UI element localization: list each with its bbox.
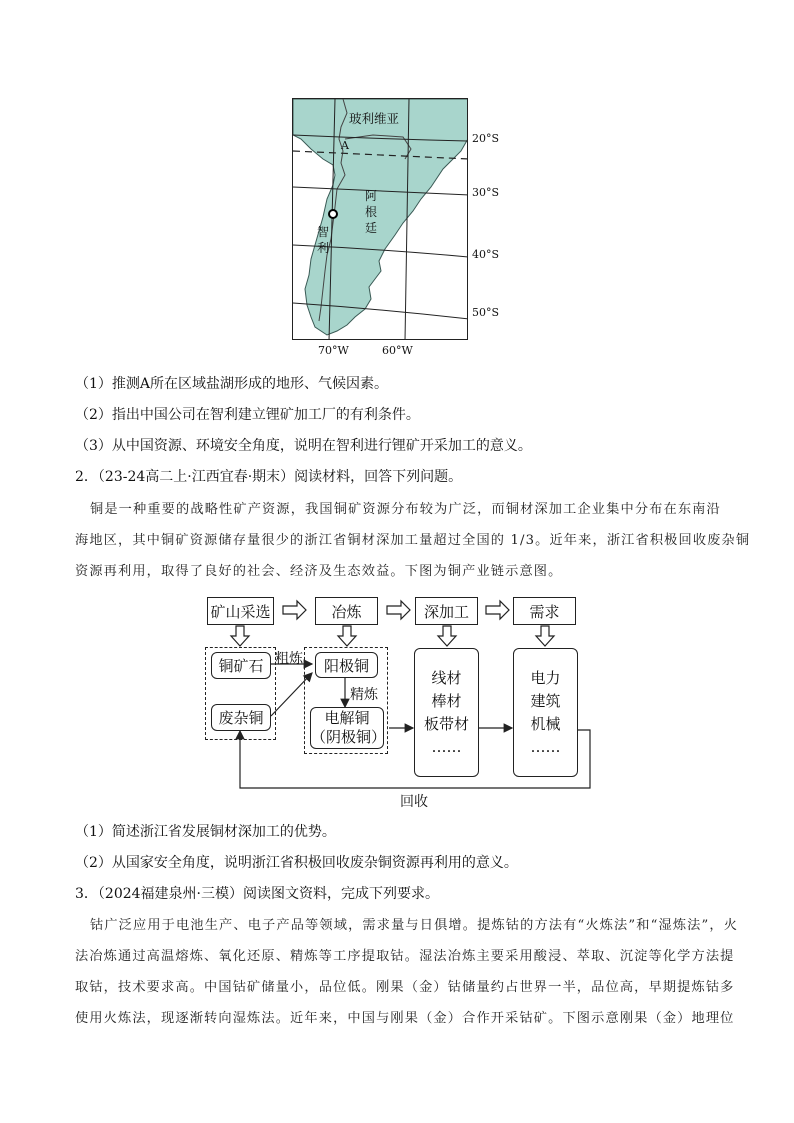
lon-label-60w: 60°W (382, 344, 413, 357)
cathode-sub-label: （阴极铜） (311, 728, 387, 746)
product-wire: 线材 (431, 668, 462, 687)
smelting-group (304, 647, 388, 754)
q2-heading: 2．（23-24高二上·江西宜春·期末）阅读材料，回答下列问题。 (75, 469, 463, 485)
demand-power: 电力 (530, 668, 561, 687)
q2-item-1: （1）简述浙江省发展铜材深加工的优势。 (75, 824, 336, 840)
stage-demand: 需求 (513, 597, 576, 625)
hollow-arrow-2 (387, 601, 410, 619)
stage-mining: 矿山采选 (207, 597, 274, 625)
label-bolivia: 玻利维亚 (349, 111, 400, 126)
label-argentina-3: 廷 (365, 221, 378, 235)
q2-paragraph-line-1: 铜是一种重要的战略性矿产资源，我国铜矿资源分布较为广泛，而铜材深加工企业集中分布在东南沿 (90, 502, 721, 517)
demand-construction: 建筑 (530, 691, 561, 710)
q2-paragraph-line-2: 海地区，其中铜矿资源储存量很少的浙江省铜材深加工量超过全国的 1/3。近年来，浙江省积极回收废杂铜 (75, 533, 751, 548)
rough-smelting-label: 粗炼 (275, 651, 303, 667)
lat-label-30s: 30°S (472, 186, 500, 199)
demand-more: …… (530, 737, 561, 756)
lat-label-20s: 20°S (472, 132, 500, 145)
arrow-scrap-to-anode (271, 673, 312, 716)
cathode-box (310, 707, 387, 749)
recycle-label: 回收 (400, 794, 428, 810)
q3-paragraph-line-3: 取钴，技术要求高。中国钴矿储量小，品位低。刚果（金）钴储量约占世界一半，品位高，早期提炼钴多 (75, 980, 735, 995)
south-america-map (292, 98, 468, 340)
q2-paragraph-line-3: 资源再利用，取得了良好的社会、经济及生态效益。下图为铜产业链示意图。 (75, 564, 563, 579)
q3-heading: 3．（2024福建泉州·三模）阅读图文资料，完成下列要求。 (75, 886, 439, 902)
q3-paragraph-line-1: 钴广泛应用于电池生产、电子产品等领域，需求量与日俱增。提炼钴的方法有“火炼法”和“湿炼法”，火 (90, 918, 739, 933)
label-chile-2: 利 (317, 241, 330, 255)
product-more: …… (431, 737, 462, 756)
scrap-box: 废杂铜 (211, 704, 271, 731)
recycle-loop (240, 730, 590, 788)
anode-box: 阳极铜 (315, 652, 378, 678)
lat-label-50s: 50°S (472, 306, 500, 319)
ore-box: 铜矿石 (211, 652, 271, 679)
stage-smelting: 冶炼 (315, 597, 378, 625)
hollow-arrow-1 (283, 601, 306, 619)
q3-paragraph-line-4: 使用火炼法，现逐渐转向湿炼法。近年来，中国与刚果（金）合作开采钴矿。下图示意刚果（金）地理位 (75, 1011, 735, 1026)
product-rod: 棒材 (431, 691, 462, 710)
hollow-arrow-3 (486, 601, 509, 619)
refining-label: 精炼 (350, 687, 378, 703)
q3-paragraph-line-2: 法冶炼通过高温熔炼、氧化还原、精炼等工序提取钴。湿法冶炼主要采用酸浸、萃取、沉淀等化学方法提 (75, 949, 735, 964)
demand-machinery: 机械 (530, 714, 561, 733)
hollow-down-arrow-3 (438, 626, 456, 646)
product-strip: 板带材 (423, 714, 469, 733)
hollow-down-arrow-1 (231, 626, 249, 646)
lat-label-40s: 40°S (472, 248, 500, 261)
hollow-down-arrow-2 (338, 626, 356, 646)
map-graphic (293, 99, 468, 340)
label-point-a: A (341, 139, 349, 152)
stage-deep-processing: 深加工 (415, 597, 478, 625)
q1-item-2: （2）指出中国公司在智利建立锂矿加工厂的有利条件。 (75, 407, 420, 423)
q2-item-2: （2）从国家安全角度，说明浙江省积极回收废杂铜资源再利用的意义。 (75, 855, 518, 871)
label-chile-1: 智 (317, 225, 330, 239)
label-argentina-2: 根 (365, 205, 378, 219)
q1-item-1: （1）推测A所在区域盐湖形成的地形、气候因素。 (75, 376, 389, 392)
products-box (414, 648, 479, 777)
land-mass (293, 99, 468, 335)
q1-item-3: （3）从中国资源、环境安全角度，说明在智利进行锂矿开采加工的意义。 (75, 438, 532, 454)
label-argentina-1: 阿 (365, 189, 378, 203)
demand-box (513, 648, 578, 777)
hollow-down-arrow-4 (536, 626, 554, 646)
raw-materials-group (205, 647, 276, 740)
location-marker (329, 210, 337, 218)
cathode-label: 电解铜 (324, 709, 370, 727)
lon-label-70w: 70°W (318, 344, 349, 357)
